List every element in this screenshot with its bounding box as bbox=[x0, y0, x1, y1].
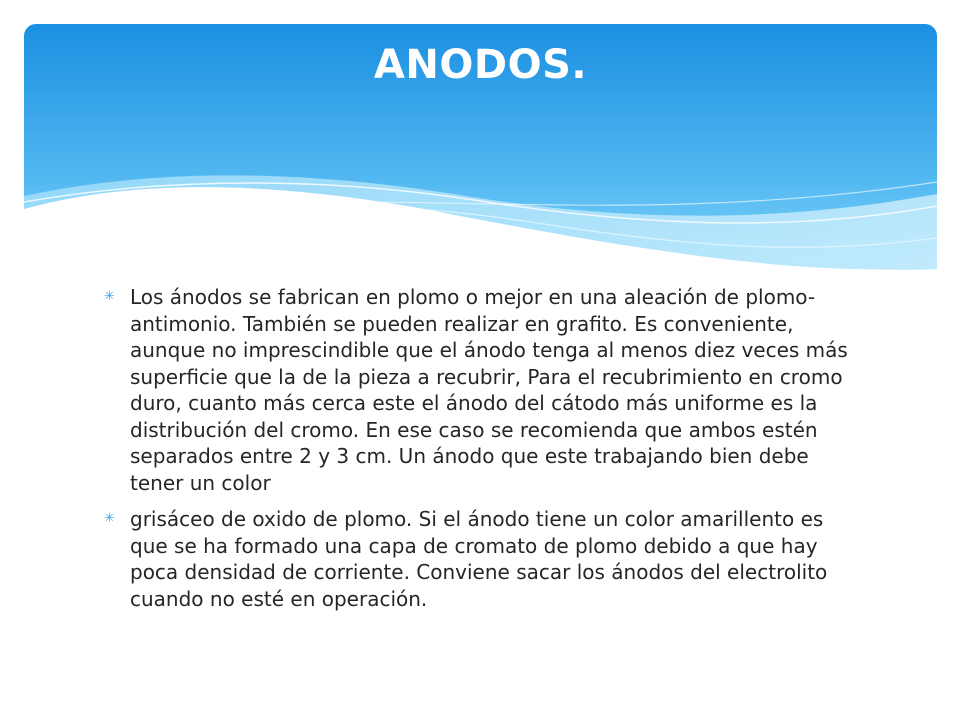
asterisk-icon: ✳ bbox=[104, 511, 115, 526]
bullet-text: Los ánodos se fabrican en plomo o mejor en una aleación de plomo-antimonio. También se pueden realizar en grafito. Es conveniente, aunque no imprescindible que el ánodo tenga al menos diez veces más superficie que la de la pieza a recubrir, Para el recubrimiento en cromo duro, cuanto más cerca este el ánodo del cátodo más uniforme es la distribución del cromo. En ese caso se recomienda que ambos estén separados entre 2 y 3 cm. Un ánodo que este trabajando bien debe tener un color bbox=[130, 285, 848, 495]
slide-title: ANODOS. bbox=[373, 42, 588, 88]
bullet-text: grisáceo de oxido de plomo. Si el ánodo tiene un color amarillento es que se ha formado una capa de cromato de plomo debido a que hay poca densidad de corriente. Conviene sacar los ánodos del electrolito cuando no esté en operación. bbox=[130, 507, 828, 611]
list-item bbox=[104, 506, 864, 612]
bullet-list bbox=[104, 284, 864, 622]
asterisk-icon: ✳ bbox=[104, 289, 115, 304]
list-item bbox=[104, 284, 864, 496]
